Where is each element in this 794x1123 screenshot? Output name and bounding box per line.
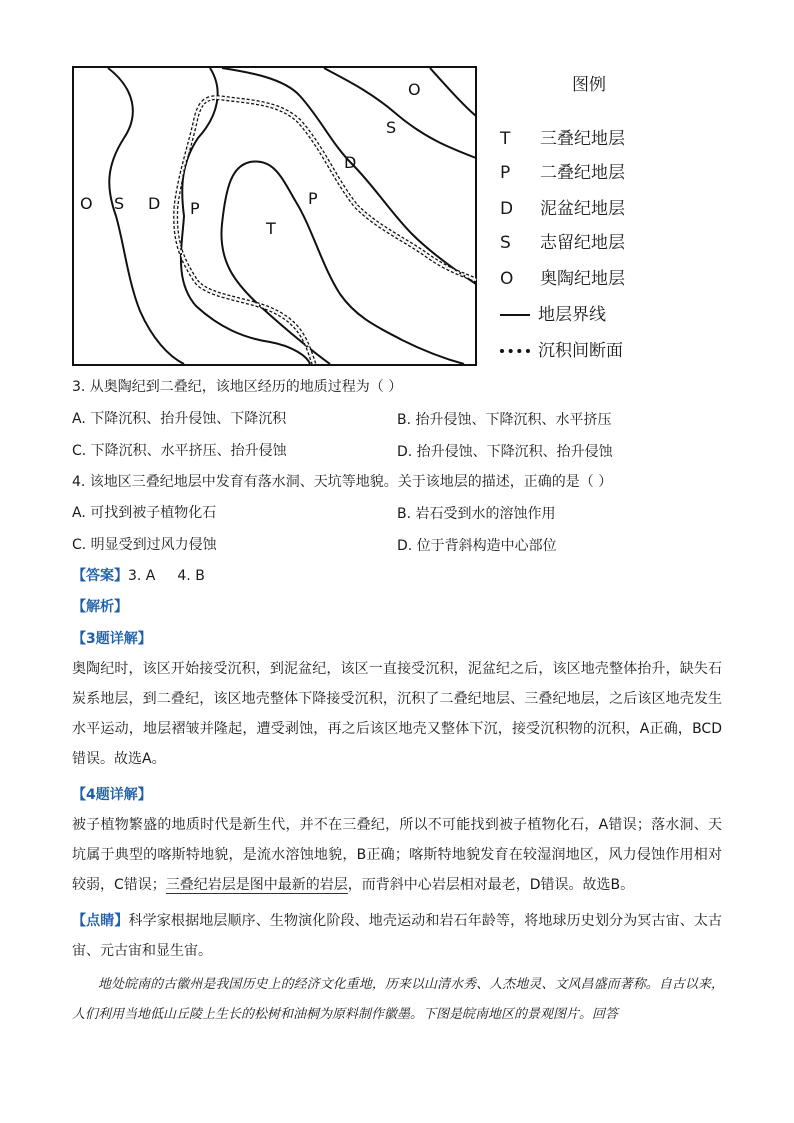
analysis-label: 【解析】 [72, 599, 128, 615]
detail-4-text [72, 810, 722, 900]
q4-option-d: D. 位于背斜构造中心部位 [397, 538, 557, 554]
legend-symbol: S [500, 233, 511, 253]
map-label: P [308, 189, 318, 208]
detail-4-label: 【4题详解】 [72, 787, 152, 803]
tip-paragraph [72, 906, 722, 966]
boundary-line [222, 68, 476, 284]
detail-4-text-a: 被子植物繁盛的地质时代是新生代，并不在三叠纪，所以不可能找到被子植物化石，A错误；落水洞、天坑属于典型的喀斯特地貌，是流水溶蚀地貌，B正确；喀斯特地貌发育在较湿润地区，风力侵蚀作用相对较弱，C错误； [72, 817, 722, 893]
legend-item [500, 264, 625, 289]
tip-text: 科学家根据地层顺序、生物演化阶段、地壳运动和岩石年龄等，将地球历史划分为冥古宙、太古宙、元古宙和显生宙。 [72, 913, 723, 959]
map-label: O [80, 194, 93, 213]
legend-text: 二叠纪地层 [540, 163, 625, 183]
q3-option-a: A. 下降沉积、抬升侵蚀、下降沉积 [72, 411, 287, 427]
legend-text: 志留纪地层 [540, 233, 625, 253]
detail-3-text: 奥陶纪时，该区开始接受沉积，到泥盆纪，该区一直接受沉积，泥盆纪之后，该区地壳整体抬升，缺失石炭系地层，到二叠纪，该区地壳整体下降接受沉积，沉积了二叠纪地层、三叠纪地层，之后该区地壳发生水平运动，地层褶皱并隆起，遭受剥蚀，再之后该区地壳又整体下沉，接受沉积物的沉积，A正确，BCD错误。故选A。 [72, 661, 722, 767]
legend-title: 图例 [572, 75, 606, 95]
boundary-line [430, 68, 476, 116]
legend-item [500, 228, 625, 253]
legend-item [500, 300, 606, 325]
legend-item [500, 194, 625, 219]
legend-item [500, 158, 625, 183]
legend-text: 奥陶纪地层 [540, 269, 625, 289]
tip-label: 【点睛】 [72, 913, 129, 929]
q3-option-b: B. 抬升侵蚀、下降沉积、水平挤压 [397, 412, 612, 428]
detail-4-text-c: ，而背斜中心岩层相对最老，D错误。故选B。 [347, 877, 635, 893]
map-label: S [114, 194, 125, 213]
map-label: O [408, 80, 421, 99]
boundary-line [108, 68, 184, 364]
legend-symbol: D [500, 199, 514, 219]
detail-3-label: 【3题详解】 [72, 631, 152, 647]
answer-line [72, 566, 205, 586]
q4-option-b: B. 岩石受到水的溶蚀作用 [397, 506, 556, 522]
question-3-stem: 3. 从奥陶纪到二叠纪，该地区经历的地质过程为（ ） [72, 379, 403, 395]
geologic-map [72, 66, 477, 366]
legend-text: 地层界线 [538, 305, 606, 325]
q3-option-d: D. 抬升侵蚀、下降沉积、抬升侵蚀 [397, 444, 613, 460]
map-label: D [148, 194, 161, 213]
answer-3: 3. A [128, 568, 156, 584]
answer-4: 4. B [177, 568, 205, 584]
legend-symbol: T [500, 129, 511, 149]
next-passage: 地处皖南的古徽州是我国历史上的经济文化重地，历来以山清水秀、人杰地灵、文风昌盛而著称。自古以来，人们利用当地低山丘陵上生长的松树和油桐为原料制作徽墨。下图是皖南地区的景观图片。回答 [72, 977, 724, 1022]
map-label: T [266, 219, 276, 238]
q4-option-a: A. 可找到被子植物化石 [72, 505, 217, 521]
legend-item [500, 124, 625, 149]
map-label: P [190, 199, 200, 218]
legend-text: 沉积间断面 [538, 341, 623, 361]
legend-text: 泥盆纪地层 [540, 199, 625, 219]
legend-text: 三叠纪地层 [540, 129, 625, 149]
boundary-line [324, 68, 476, 158]
map-label: D [344, 153, 357, 172]
solid-line-swatch [500, 314, 530, 316]
legend-item [500, 336, 623, 361]
q4-option-c: C. 明显受到过风力侵蚀 [72, 537, 217, 553]
answer-label: 【答案】 [72, 568, 128, 584]
legend-symbol: P [500, 163, 511, 183]
legend-symbol: O [500, 269, 514, 289]
dashed-line-swatch [500, 349, 530, 353]
question-4-stem: 4. 该地区三叠纪地层中发育有落水洞、天坑等地貌。关于该地层的描述，正确的是（ ） [72, 474, 613, 490]
q3-option-c: C. 下降沉积、水平挤压、抬升侵蚀 [72, 443, 287, 459]
boundary-line [221, 161, 464, 364]
detail-4-underlined: 三叠纪岩层是图中最新的岩层 [165, 877, 348, 893]
map-label: S [386, 118, 397, 137]
